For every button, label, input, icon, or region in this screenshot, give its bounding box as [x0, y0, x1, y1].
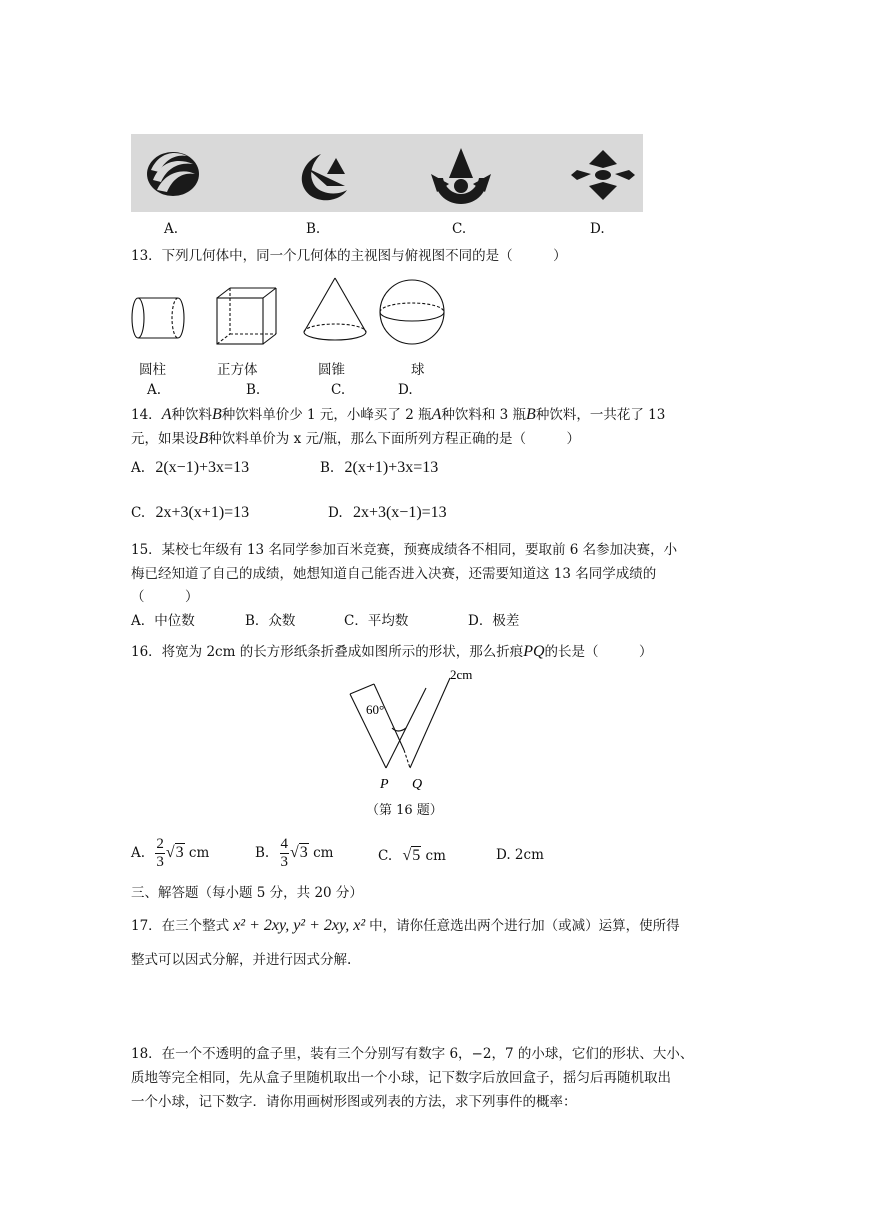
q12-option-d: D. [590, 221, 605, 237]
var-b: B [526, 406, 536, 423]
q14-line-1 [131, 403, 665, 424]
q15-line-2: 梅已经知道了自己的成绩，她想知道自己能否进入决赛，还需要知道这 13 名同学成绩的 [131, 566, 657, 582]
arrow-triangle-logo-icon [302, 154, 347, 200]
fraction [155, 836, 165, 871]
diamond-cross-logo-icon [571, 150, 635, 200]
option-label: B. [320, 460, 335, 476]
triangle-circle-logo-icon [431, 148, 491, 204]
option-label: A. [131, 845, 146, 861]
q14-option-d [328, 504, 447, 522]
q18-line-2: 质地等完全相同，先从盒子里随机取出一个小球，记下数字后放回盒子，摇匀后再随机取出 [131, 1070, 671, 1086]
option-label: C. [378, 848, 393, 864]
fraction [280, 836, 290, 871]
q16-text: 16．将宽为 2cm 的长方形纸条折叠成如图所示的形状，那么折痕 [131, 644, 524, 660]
q14-option-c [131, 504, 249, 522]
q13-stem: 13．下列几何体中，同一个几何体的主视图与俯视图不同的是（ ） [131, 248, 567, 264]
q17-line-2: 整式可以因式分解，并进行因式分解. [131, 952, 352, 968]
q14-text: 种饮料，一共花了 13 [535, 407, 666, 423]
q16-option-c [378, 847, 446, 865]
q13-option-a: A. [147, 382, 162, 398]
var-a: A [431, 406, 442, 423]
var-b: B [211, 406, 222, 423]
numerator: 4 [280, 836, 289, 852]
radicand: 5 [412, 847, 421, 864]
q16-folded-strip-figure [340, 664, 490, 794]
q16-text: 的长是（ ） [544, 644, 653, 660]
radicand: 3 [299, 844, 308, 861]
option-label: D. [328, 505, 343, 521]
unit: cm [313, 845, 334, 861]
q16-option-a [131, 836, 209, 871]
option-label: A. [131, 460, 146, 476]
section-heading: 三、解答题（每小题 5 分，共 20 分） [131, 885, 363, 901]
sqrt: √3 [165, 844, 184, 861]
denominator: 3 [280, 854, 289, 870]
sphere-figure [380, 280, 444, 344]
q13-option-c: C. [331, 382, 346, 398]
radicand: 3 [175, 844, 184, 861]
option-label: B. [255, 845, 270, 861]
q13-name-cube: 正方体 [217, 362, 258, 378]
equation: 2(x−1)+3x=13 [155, 459, 250, 476]
unit: cm [188, 845, 210, 861]
logo-strip [131, 134, 643, 212]
var-pq: PQ [523, 643, 545, 660]
q14-number: 14． [131, 407, 162, 423]
q14-line-2 [131, 427, 580, 448]
q16-option-b [255, 836, 333, 871]
sqrt: √3 [290, 844, 308, 861]
label-2cm: 2cm [450, 667, 473, 682]
q13-option-b: B. [246, 382, 261, 398]
q14-text: 种饮料 [171, 407, 212, 423]
equation: 2x+3(x+1)=13 [155, 504, 250, 521]
q18-line-1: 18．在一个不透明的盒子里，装有三个分别写有数字 6，−2，7 的小球，它们的形状、大小、 [131, 1046, 694, 1062]
q16-stem [131, 640, 653, 661]
q14-text: 种饮料和 3 瓶 [441, 407, 527, 423]
q13-name-cone: 圆锥 [318, 362, 345, 378]
q18-line-3: 一个小球，记下数字．请你用画树形图或列表的方法，求下列事件的概率： [131, 1094, 577, 1110]
label-q: Q [412, 777, 423, 792]
q12-option-c: C. [452, 221, 467, 237]
q14-option-a [131, 459, 249, 477]
cube-figure [217, 288, 276, 344]
q12-option-a: A. [164, 221, 179, 237]
q13-solids-figure [128, 272, 458, 352]
cone-figure [304, 278, 366, 340]
var-a: A [161, 406, 172, 423]
q17-line-1 [131, 914, 680, 935]
q15-line-3: （ ） [131, 589, 199, 605]
swirl-s-logo-icon [147, 152, 199, 196]
q13-option-d: D. [398, 382, 413, 398]
q13-name-sphere: 球 [411, 362, 425, 378]
cylinder-figure [132, 298, 184, 338]
strip-lines [350, 678, 450, 768]
denominator: 3 [156, 854, 164, 870]
var-b: B [198, 430, 209, 447]
q15-option-b: B．众数 [245, 613, 296, 629]
q15-option-d: D．极差 [468, 613, 520, 629]
equation: 2x+3(x−1)=13 [352, 504, 447, 521]
numerator: 2 [156, 836, 164, 852]
q17-text: 中，请你任意选出两个进行加（或减）运算，使所得 [369, 918, 680, 934]
q15-line-1: 15．某校七年级有 13 名同学参加百米竞赛，预赛成绩各不相同，要取前 6 名参加决赛，小 [131, 542, 678, 558]
sqrt: √5 [402, 847, 421, 864]
q15-option-a: A．中位数 [131, 613, 195, 629]
q12-option-b: B. [306, 221, 321, 237]
q16-option-d: D. 2cm [496, 847, 544, 863]
q14-option-b [320, 459, 438, 477]
q13-name-cylinder: 圆柱 [139, 362, 166, 378]
label-p: P [380, 777, 389, 792]
q14-text: 种饮料单价为 x 元/瓶，那么下面所列方程正确的是（ ） [208, 431, 581, 447]
option-label: C. [131, 505, 146, 521]
q14-text: 种饮料单价少 1 元，小峰买了 2 瓶 [221, 407, 432, 423]
unit: cm [425, 848, 446, 864]
q16-caption: （第 16 题） [366, 803, 443, 818]
label-60-degrees: 60° [366, 702, 385, 717]
q14-text: 元，如果设 [131, 431, 199, 447]
q17-expression: x² + 2xy, y² + 2xy, x² [233, 917, 366, 934]
logo-strip-graphics [131, 134, 643, 212]
q15-option-c: C．平均数 [344, 613, 409, 629]
q17-text: 17．在三个整式 [131, 918, 230, 934]
equation: 2(x+1)+3x=13 [344, 459, 439, 476]
